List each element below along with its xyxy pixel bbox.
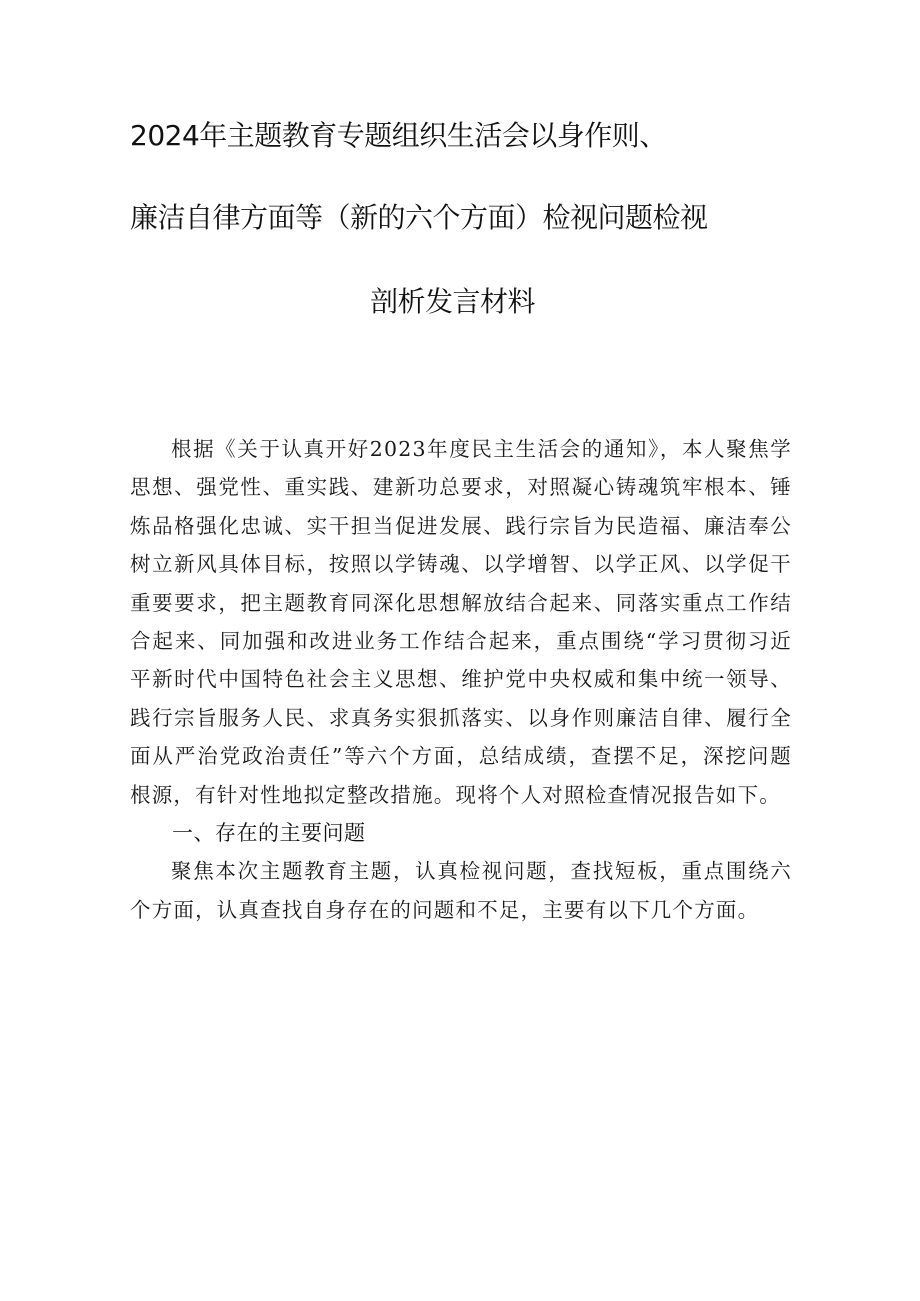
document-title-line-2: 廉洁自律方面等（新的六个方面）检视问题检视 [130,201,708,234]
section-paragraph: 聚焦本次主题教育主题，认真检视问题，查找短板，重点围绕六个方面，认真查找自身存在的问题和不足，主要有以下几个方面。 [130,859,792,922]
document-title-line-1: 2024年主题教育专题组织生活会以身作则、 [130,119,667,152]
document-body [130,430,792,929]
document-title-line-3: 剖析发言材料 [370,285,536,318]
intro-paragraph: 根据《关于认真开好2023年度民主生活会的通知》，本人聚焦学思想、强党性、重实践、建新功总要求，对照凝心铸魂筑牢根本、锤炼品格强化忠诚、实干担当促进发展、践行宗旨为民造福、廉洁奉公树立新风具体目标，按照以学铸魂、以学增智、以学正风、以学促干重要要求，把主题教育同深化思想解放结合起来、同落实重点工作结合起来、同加强和改进业务工作结合起来，重点围绕“学习贯彻习近平新时代中国特色社会主义思想、维护党中央权威和集中统一领导、践行宗旨服务人民、求真务实狠抓落实、以身作则廉洁自律、履行全面从严治党政治责任”等六个方面，总结成绩，查摆不足，深挖问题根源，有针对性地拟定整改措施。现将个人对照检查情况报告如下。 [130,437,792,807]
section-heading: 一、存在的主要问题 [172,821,366,846]
